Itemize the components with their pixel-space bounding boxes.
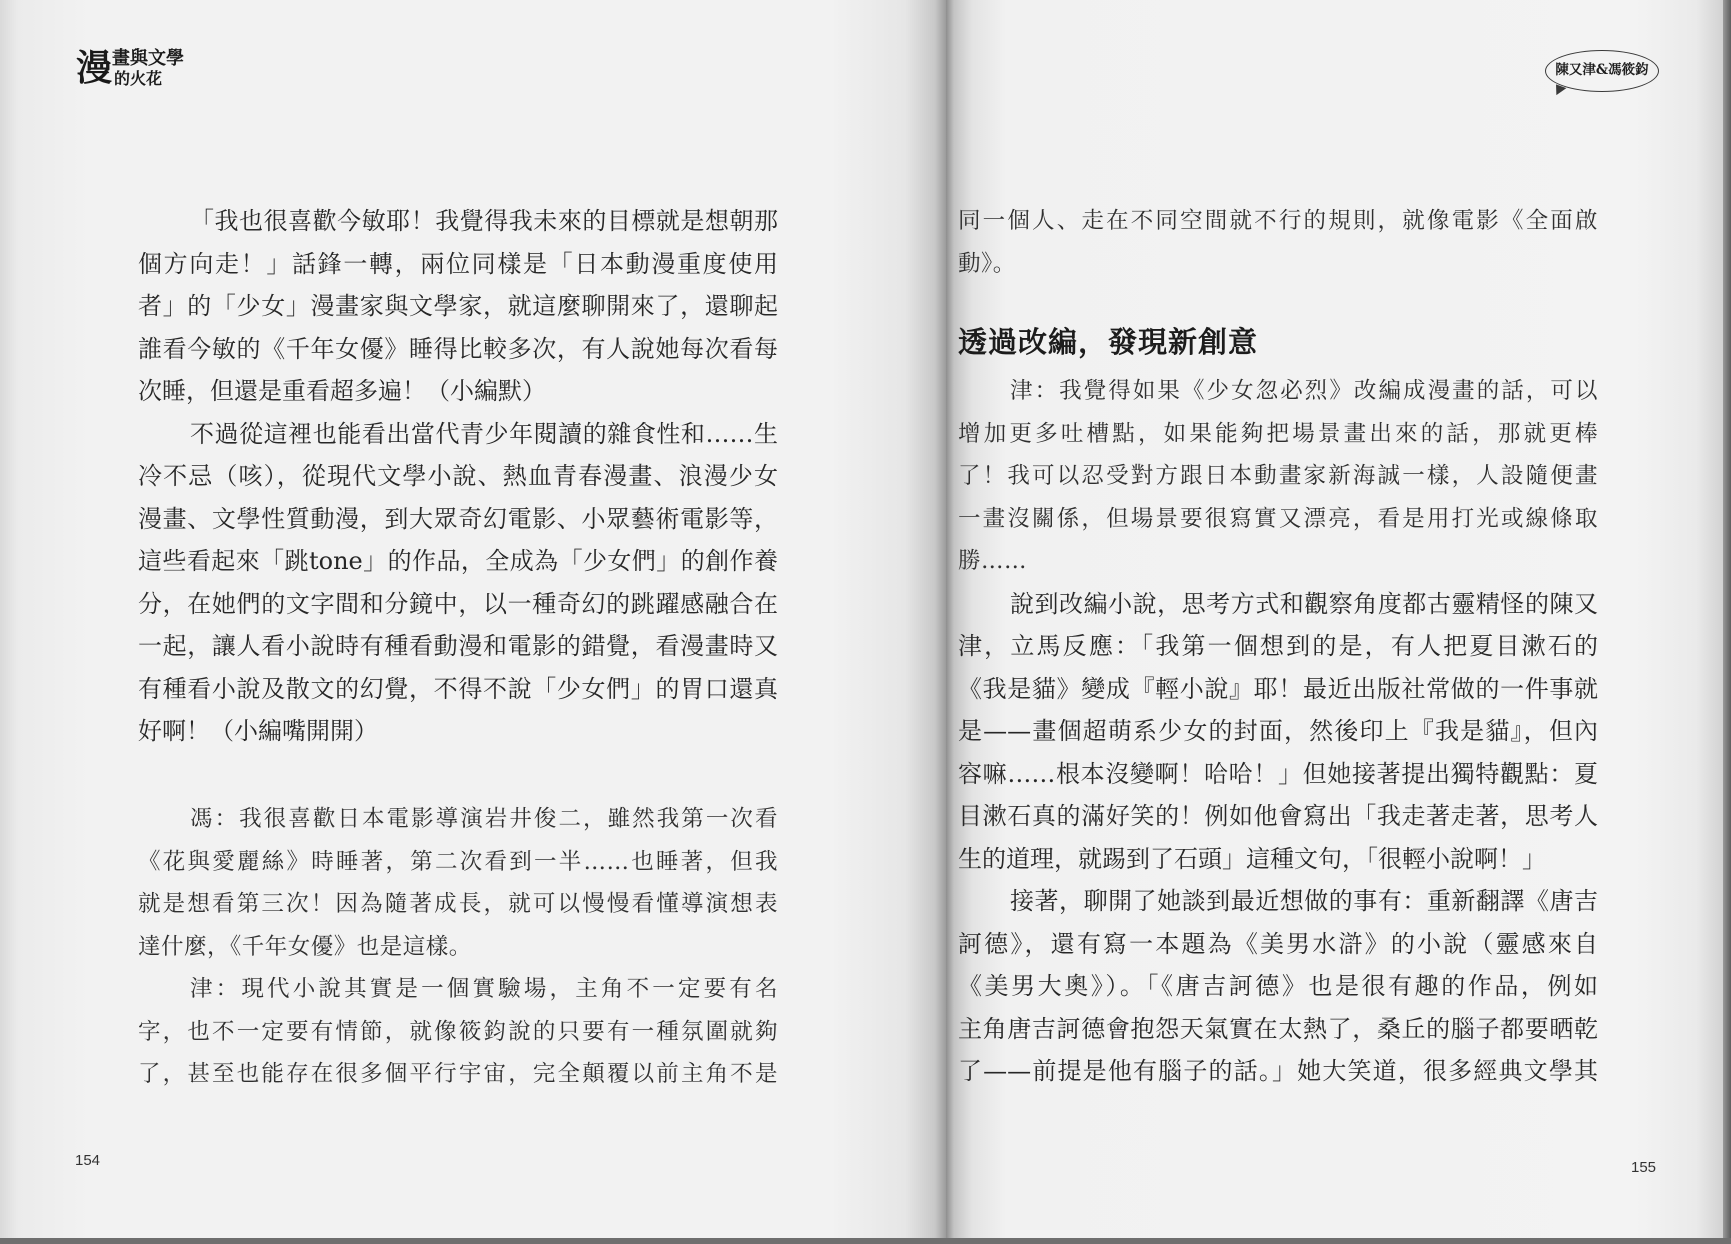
text-line: 這些看起來「跳tone」的作品，全成為「少女們」的創作養 <box>138 547 778 575</box>
text-line: 訶德》，還有寫一本題為《美男水滸》的小說（靈感來自 <box>958 929 1598 958</box>
text-line: 冷不忌（咳），從現代文學小說、熱血青春漫畫、浪漫少女 <box>138 462 778 490</box>
bottom-scan-edge <box>0 1238 1731 1244</box>
authors-speech-bubble: 陳又津&馮筱鈞 <box>1545 50 1659 92</box>
text-line: 不過從這裡也能看出當代青少年閱讀的雜食性和……生 <box>190 419 778 448</box>
text-line: 一起，讓人看小說時有種看動漫和電影的錯覺，看漫畫時又 <box>138 632 778 660</box>
text-line: 次睡，但還是重看超多遍！（小編默） <box>138 377 546 405</box>
text-line: 馮：我很喜歡日本電影導演岩井俊二，雖然我第一次看 <box>190 806 778 832</box>
paragraph <box>138 200 778 413</box>
text-line: 《花與愛麗絲》時睡著，第二次看到一半……也睡著，但我 <box>138 848 778 875</box>
text-line: 勝…… <box>958 548 1028 574</box>
text-line: 生的道理，就踢到了石頭」這種文句，「很輕小說啊！」 <box>958 844 1546 873</box>
text-line: 增加更多吐槽點，如果能夠把場景畫出來的話，那就更棒 <box>958 420 1598 447</box>
paragraph <box>138 413 778 753</box>
text-line: 個方向走！」話鋒一轉，兩位同樣是「日本動漫重度使用 <box>138 249 778 278</box>
text-line: 有種看小說及散文的幻覺，不得不說「少女們」的胃口還真 <box>138 674 778 703</box>
logo-top-text: 畫與文學 <box>112 48 184 69</box>
text-line: 《美男大奧》）。「《唐吉訶德》也是很有趣的作品，例如 <box>958 972 1598 1000</box>
logo-bottom-text: 的火花 <box>114 69 163 88</box>
text-line: 漫畫、文學性質動漫，到大眾奇幻電影、小眾藝術電影等， <box>138 504 778 533</box>
text-line: 接著，聊開了她談到最近想做的事有：重新翻譯《唐吉 <box>1010 887 1598 915</box>
text-line: 津：現代小說其實是一個實驗場，主角不一定要有名 <box>190 976 778 1002</box>
right-scan-edge <box>1723 0 1731 1244</box>
text-line: 同一個人、走在不同空間就不行的規則，就像電影《全面啟 <box>958 208 1598 234</box>
interview-paragraph <box>958 370 1598 583</box>
text-line: 了——前提是他有腦子的話。」她大笑道，很多經典文學其 <box>958 1057 1598 1085</box>
left-page-number: 154 <box>75 1152 101 1169</box>
text-line: 者」的「少女」漫畫家與文學家，就這麼聊開來了，還聊起 <box>138 292 778 320</box>
interview-paragraph <box>138 798 778 968</box>
text-line: 了，甚至也能存在很多個平行宇宙，完全顛覆以前主角不是 <box>138 1061 778 1087</box>
logo-main-character: 漫 <box>76 47 113 89</box>
left-page-body <box>138 200 778 1096</box>
text-line: 達什麼，《千年女優》也是這樣。 <box>138 933 472 960</box>
right-page-number: 155 <box>1631 1159 1657 1176</box>
paragraph <box>958 880 1598 1093</box>
text-line: 了！我可以忍受對方跟日本動畫家新海誠一樣，人設隨便畫 <box>958 463 1598 489</box>
text-line: 動》。 <box>958 250 1016 277</box>
text-line: 「我也很喜歡今敏耶！我覺得我未來的目標就是想朝那 <box>190 207 778 235</box>
right-page-body <box>958 370 1598 1093</box>
text-line: 《我是貓》變成『輕小說』耶！最近出版社常做的一件事就 <box>958 674 1598 703</box>
interview-paragraph <box>138 968 778 1096</box>
text-line: 好啊！（小編嘴開開） <box>138 717 378 745</box>
text-line: 一畫沒關係，但場景要很寫實又漂亮，看是用打光或線條取 <box>958 505 1598 532</box>
text-line: 津：我覺得如果《少女忽必烈》改編成漫畫的話，可以 <box>1010 378 1598 404</box>
text-line: 容嘛……根本沒變啊！哈哈！」但她接著提出獨特觀點：夏 <box>958 759 1598 788</box>
text-line: 分，在她們的文字間和分鏡中，以一種奇幻的跳躍感融合在 <box>138 589 778 618</box>
text-line: 就是想看第三次！因為隨著成長，就可以慢慢看懂導演想表 <box>138 891 778 917</box>
text-line: 說到改編小說，思考方式和觀察角度都古靈精怪的陳又 <box>1010 589 1598 618</box>
text-line: 是——畫個超萌系少女的封面，然後印上『我是貓』，但內 <box>958 717 1598 745</box>
text-line: 目漱石真的滿好笑的！例如他會寫出「我走著走著，思考人 <box>958 802 1598 830</box>
section-heading: 透過改編，發現新創意 <box>958 325 1259 359</box>
text-line: 誰看今敏的《千年女優》睡得比較多次，有人說她每次看每 <box>138 334 778 363</box>
text-line: 字，也不一定要有情節，就像筱鈞說的只要有一種氛圍就夠 <box>138 1018 778 1045</box>
text-line: 津，立馬反應：「我第一個想到的是，有人把夏目漱石的 <box>958 632 1598 660</box>
right-page-lead <box>958 200 1598 285</box>
text-line: 主角唐吉訶德會抱怨天氣實在太熱了，桑丘的腦子都要晒乾 <box>958 1014 1598 1043</box>
paragraph <box>958 583 1598 881</box>
